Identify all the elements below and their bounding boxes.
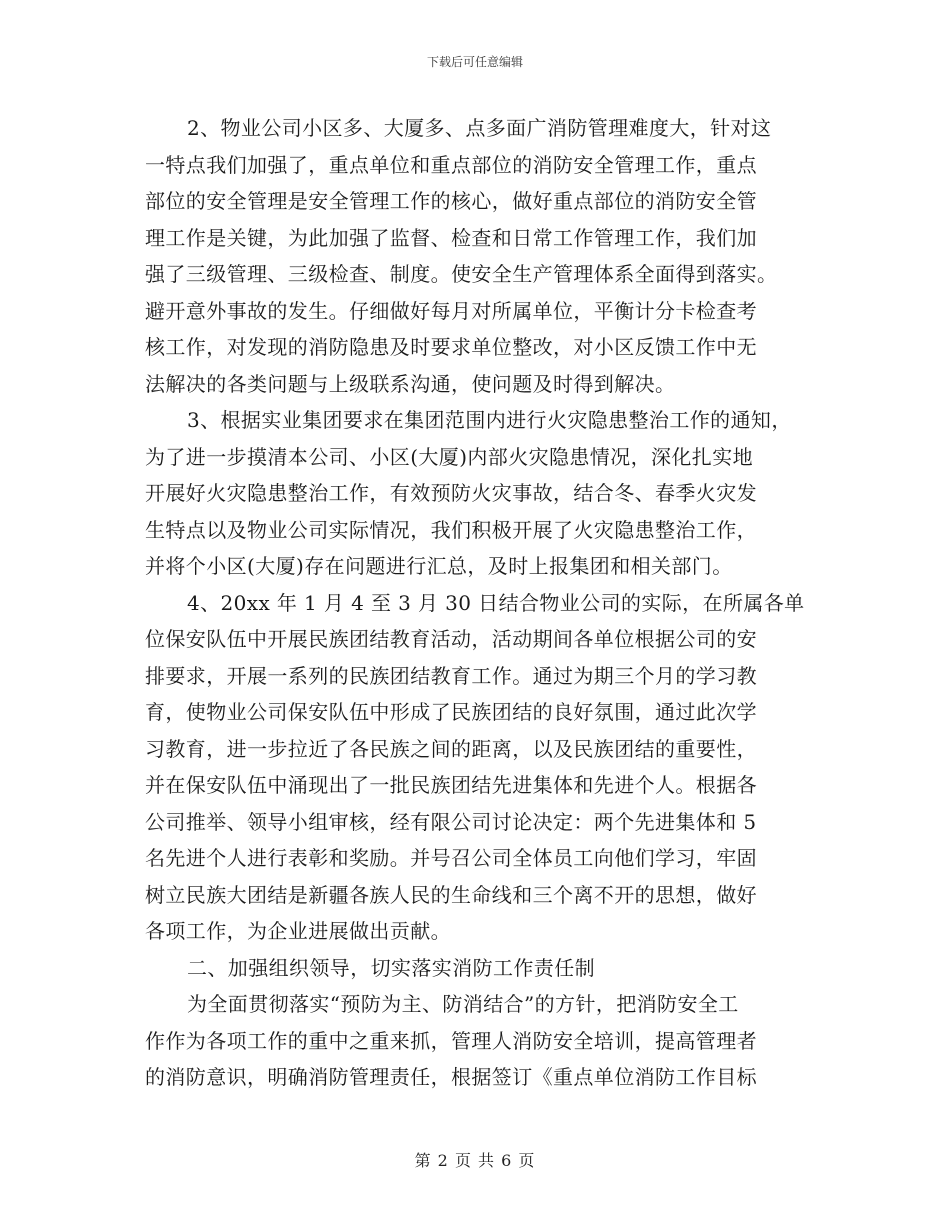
text-line: 名先进个人进行表彰和奖励。并号召公司全体员工向他们学习，牢固 [145, 846, 757, 870]
text-line: 并在保安队伍中涌现出了一批民族团结先进集体和先进个人。根据各 [145, 773, 757, 797]
text-line: 位保安队伍中开展民族团结教育活动，活动期间各单位根据公司的安 [145, 627, 757, 651]
text-line: 二、加强组织领导，切实落实消防工作责任制 [187, 955, 595, 980]
text-line: 一特点我们加强了，重点单位和重点部位的消防安全管理工作，重点 [145, 152, 757, 177]
text-line: 树立民族大团结是新疆各族人民的生命线和三个离不开的思想，做好 [145, 882, 757, 907]
text-line: 2、物业公司小区多、大厦多、点多面广消防管理难度大，针对这 [187, 116, 772, 140]
text-line: 强了三级管理、三级检查、制度。使安全生产管理体系全面得到落实。 [145, 262, 778, 286]
text-line: 的消防意识，明确消防管理责任，根据签订《重点单位消防工作目标 [145, 1065, 757, 1089]
text-line: 作作为各项工作的重中之重来抓，管理人消防安全培训，提高管理者 [145, 1028, 757, 1053]
page-header-note: 下载后可任意编辑 [426, 55, 523, 69]
page-number-footer: 第 2 页 共 6 页 [414, 1151, 536, 1170]
text-line: 避开意外事故的发生。仔细做好每月对所属单位，平衡计分卡检查考 [145, 298, 757, 323]
text-line: 并将个小区(大厦)存在问题进行汇总，及时上报集团和相关部门。 [145, 554, 733, 578]
text-line: 部位的安全管理是安全管理工作的核心，做好重点部位的消防安全管 [145, 189, 757, 213]
text-line: 为了进一步摸清本公司、小区(大厦)内部火灾隐患情况，深化扎实地 [145, 444, 754, 469]
text-line: 开展好火灾隐患整治工作，有效预防火灾事故，结合冬、春季火灾发 [145, 481, 757, 505]
text-line: 理工作是关键，为此加强了监督、检查和日常工作管理工作，我们加 [145, 225, 757, 250]
text-line: 排要求，开展一系列的民族团结教育工作。通过为期三个月的学习教 [145, 663, 757, 688]
text-line: 法解决的各类问题与上级联系沟通，使问题及时得到解决。 [145, 371, 676, 396]
text-line: 生特点以及物业公司实际情况，我们积极开展了火灾隐患整治工作， [145, 517, 757, 542]
text-line: 核工作，对发现的消防隐患及时要求单位整改，对小区反馈工作中无 [145, 335, 757, 359]
text-line: 3、根据实业集团要求在集团范围内进行火灾隐患整治工作的通知， [187, 408, 792, 432]
text-line: 为全面贯彻落实“预防为主、防消结合”的方针，把消防安全工 [187, 992, 739, 1016]
text-line: 各项工作，为企业进展做出贡献。 [145, 919, 451, 943]
document-body [145, 110, 825, 1096]
text-line: 4、20xx 年 1 月 4 至 3 月 30 日结合物业公司的实际，在所属各单 [187, 590, 805, 615]
text-line: 育，使物业公司保安队伍中形成了民族团结的良好氛围，通过此次学 [145, 700, 757, 724]
text-line: 公司推举、领导小组审核，经有限公司讨论决定：两个先进集体和 5 [145, 809, 757, 834]
text-line: 习教育，进一步拉近了各民族之间的距离，以及民族团结的重要性， [145, 736, 757, 761]
